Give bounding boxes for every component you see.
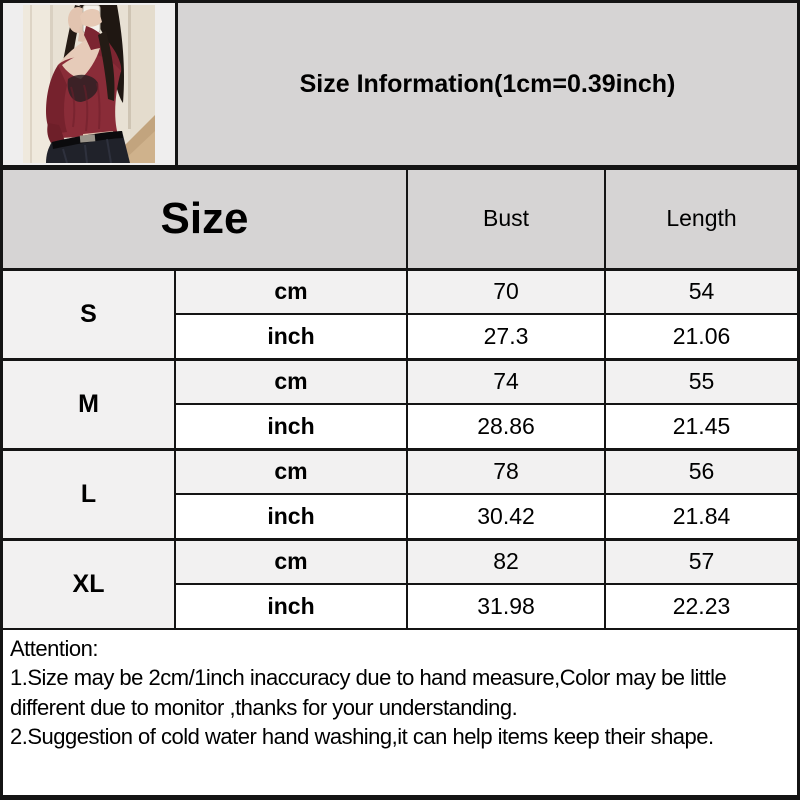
table-header-row xyxy=(3,169,797,269)
unit-cell: inch xyxy=(175,494,407,539)
bust-value-cell: 27.3 xyxy=(407,314,605,359)
bust-value-cell: 31.98 xyxy=(407,584,605,629)
bust-column-header: Bust xyxy=(407,169,605,269)
attention-notes xyxy=(3,630,797,795)
unit-cell: cm xyxy=(175,449,407,494)
size-cell-s: S xyxy=(3,269,175,359)
bust-value-cell: 28.86 xyxy=(407,404,605,449)
size-cell-m: M xyxy=(3,359,175,449)
attention-item-1: 1.Size may be 2cm/1inch inaccuracy due to hand measure,Color may be little different due to monitor ,thanks for your understanding. xyxy=(10,665,727,720)
size-column-header: Size xyxy=(3,169,407,269)
bust-value-cell: 74 xyxy=(407,359,605,404)
unit-cell: cm xyxy=(175,359,407,404)
table-row xyxy=(3,449,797,494)
size-cell-l: L xyxy=(3,449,175,539)
unit-cell: cm xyxy=(175,269,407,314)
size-information-title: Size Information(1cm=0.39inch) xyxy=(178,3,797,165)
length-value-cell: 21.45 xyxy=(605,404,797,449)
unit-cell: inch xyxy=(175,584,407,629)
product-photo xyxy=(23,5,155,163)
unit-cell: inch xyxy=(175,314,407,359)
size-table xyxy=(3,168,797,630)
attention-label: Attention: xyxy=(10,636,98,661)
table-row xyxy=(3,359,797,404)
unit-cell: inch xyxy=(175,404,407,449)
length-value-cell: 57 xyxy=(605,539,797,584)
table-row xyxy=(3,269,797,314)
length-value-cell: 22.23 xyxy=(605,584,797,629)
length-value-cell: 21.84 xyxy=(605,494,797,539)
length-value-cell: 56 xyxy=(605,449,797,494)
bust-value-cell: 30.42 xyxy=(407,494,605,539)
top-banner xyxy=(3,3,797,168)
product-photo-cell xyxy=(3,3,178,165)
length-value-cell: 54 xyxy=(605,269,797,314)
bust-value-cell: 78 xyxy=(407,449,605,494)
unit-cell: cm xyxy=(175,539,407,584)
length-value-cell: 55 xyxy=(605,359,797,404)
attention-item-2: 2.Suggestion of cold water hand washing,it can help items keep their shape. xyxy=(10,724,714,750)
length-column-header: Length xyxy=(605,169,797,269)
length-value-cell: 21.06 xyxy=(605,314,797,359)
bust-value-cell: 70 xyxy=(407,269,605,314)
size-cell-xl: XL xyxy=(3,539,175,629)
table-row xyxy=(3,539,797,584)
bust-value-cell: 82 xyxy=(407,539,605,584)
